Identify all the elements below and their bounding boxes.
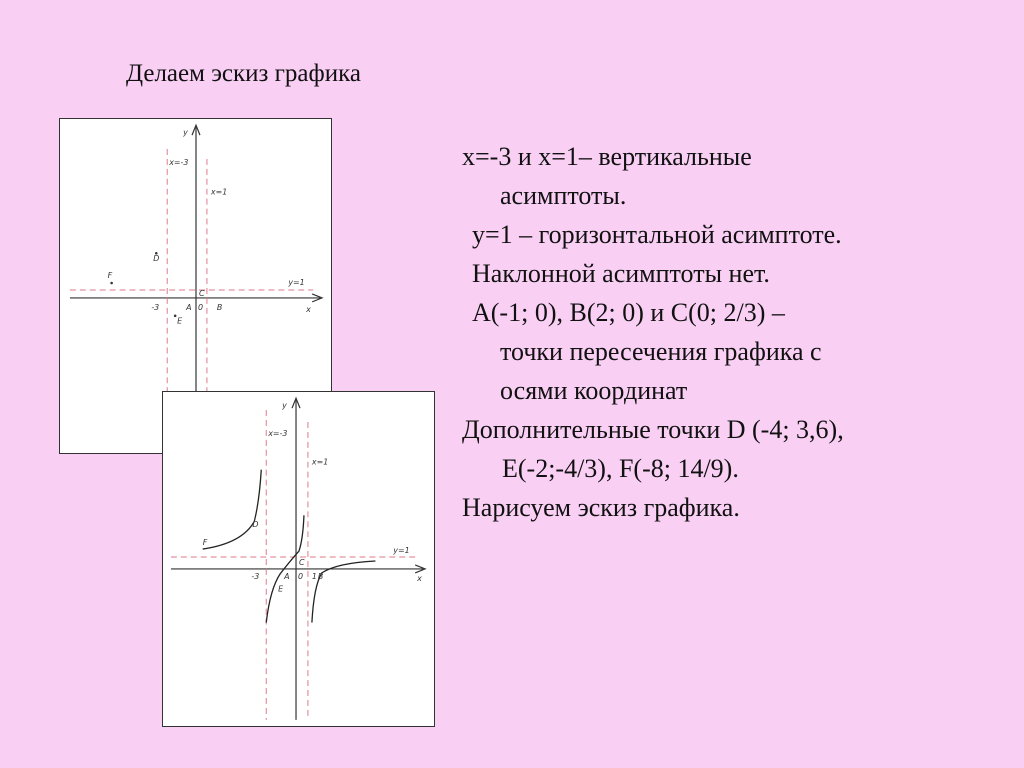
label-point-a: A [186, 302, 192, 312]
label-point-f: F [107, 271, 113, 281]
line-no-oblique-asymptote: Наклонной асимптоты нет. [472, 259, 770, 288]
label-point-b: B [216, 302, 223, 312]
label-y: y [183, 128, 188, 138]
label-minus-3: -3 [251, 571, 260, 581]
label-y-1: y=1 [288, 278, 305, 288]
line-draw-sketch: Нарисуем эскиз графика. [462, 493, 740, 522]
line-axes: осями координат [500, 376, 688, 405]
slide-title: Делаем эскиз графика [126, 60, 361, 87]
line-asymptotes-word: асимптоты. [500, 181, 627, 210]
line-extra-points: Дополнительные точки D (-4; 3,6), [462, 415, 844, 444]
label-point-b: B [317, 571, 324, 581]
point-d [155, 252, 158, 255]
label-point-f: F [202, 538, 208, 548]
line-intersection-desc: точки пересечения графика с [500, 337, 822, 366]
label-point-d: D [252, 520, 259, 530]
label-y: y [282, 401, 287, 411]
sketch-graph-svg [163, 392, 434, 726]
label-point-e: E [278, 584, 284, 594]
label-origin: 0 [298, 571, 304, 581]
label-x-minus-3: x=-3 [169, 157, 189, 167]
label-x: x [306, 304, 311, 314]
label-y-1: y=1 [393, 546, 410, 556]
line-extra-points-cont: E(-2;-4/3), F(-8; 14/9). [502, 454, 739, 483]
line-vertical-asymptotes: x=-3 и x=1– вертикальные [462, 142, 752, 171]
label-point-c: C [198, 288, 205, 298]
label-origin: 0 [197, 302, 204, 312]
label-x-1: x=1 [210, 187, 228, 197]
label-x-minus-3: x=-3 [268, 428, 288, 438]
point-f [110, 282, 113, 285]
label-point-d: D [153, 254, 160, 264]
curve-right-branch [312, 561, 376, 623]
line-horizontal-asymptote: y=1 – горизонтальной асимптоте. [472, 220, 842, 249]
label-x-1: x=1 [311, 457, 329, 467]
label-minus-3: -3 [151, 302, 160, 312]
label-x: x [417, 573, 422, 583]
sketch-graph [162, 391, 435, 727]
label-point-a: A [284, 571, 290, 581]
explanation-text [462, 137, 1002, 527]
label-point-e: E [177, 316, 183, 326]
curve-left-branch [203, 470, 262, 549]
label-point-c: C [298, 557, 305, 567]
label-one: 1 [311, 571, 317, 581]
line-intersection-points: A(-1; 0), B(2; 0) и C(0; 2/3) – [472, 298, 785, 327]
point-e [174, 314, 177, 317]
